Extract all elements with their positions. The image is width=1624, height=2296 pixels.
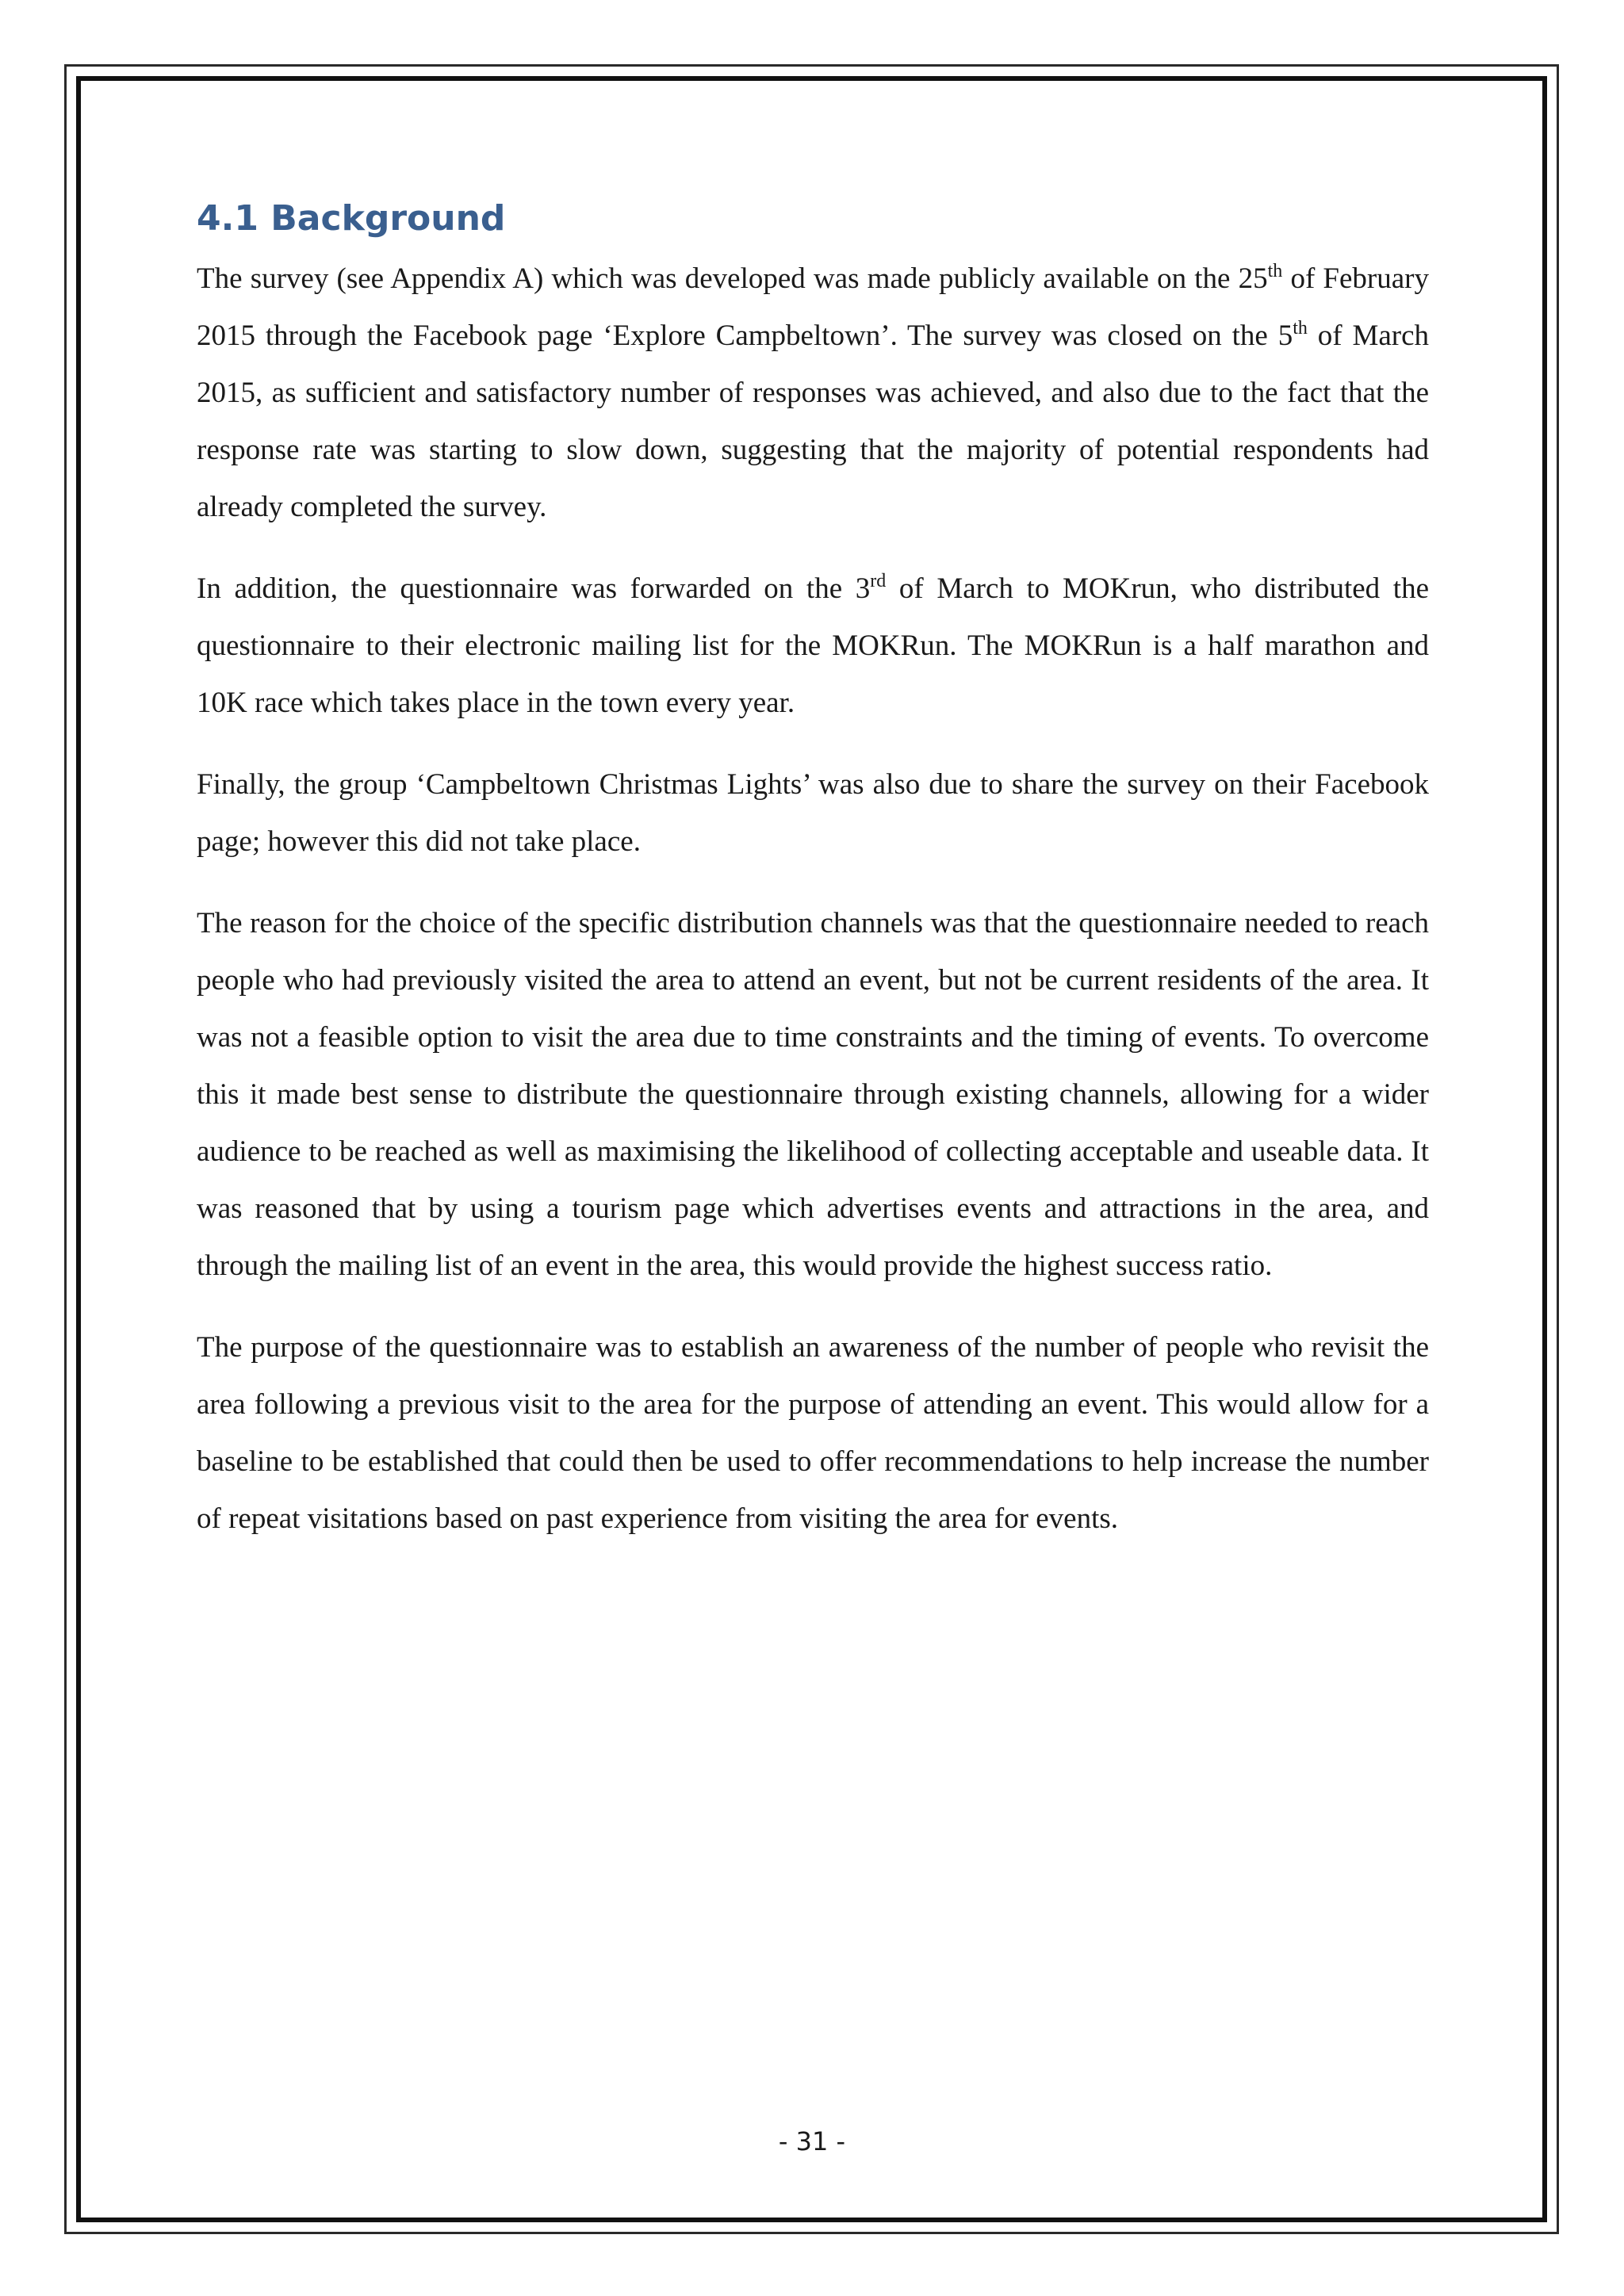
paragraph-questionnaire-purpose: The purpose of the questionnaire was to establish an awareness of the number of people who revisit the area following a previous visit to the area for the purpose of attending an event. This would allow for a baseline to be established that could then be used to offer recommendations to help increase the number of repeat visitations based on past experience from visiting the area for events. — [197, 1331, 1429, 1535]
paragraph-text: The survey (see Appendix A) which was developed was made publicly available on the 25 — [197, 262, 1268, 295]
paragraph-text: of February 2015 through the Facebook page ‘Explore Campbeltown’. The survey was closed on the 5 — [197, 262, 1429, 352]
page-number: - 31 - — [778, 2126, 846, 2156]
ordinal-suffix: rd — [870, 571, 887, 591]
ordinal-suffix: th — [1267, 261, 1283, 281]
document-body — [197, 187, 1429, 1548]
ordinal-suffix: th — [1293, 318, 1308, 339]
section-heading: 4.1 Background — [197, 198, 506, 239]
paragraph-mokrun-distribution — [197, 561, 1429, 732]
paragraph-text: of March to MOKrun, who distributed the questionnaire to their electronic mailing list for the MOKRun. The MOKRun is a half marathon and 10K race which takes place in the town every year. — [197, 572, 1430, 719]
paragraph-text: of March 2015, as sufficient and satisfactory number of responses was achieved, and also due to the fact that the response rate was starting to slow down, suggesting that the majority of potential respondents had already completed the survey. — [197, 320, 1430, 523]
paragraph-survey-availability — [197, 251, 1429, 536]
paragraph-text: In addition, the questionnaire was forwarded on the 3 — [197, 572, 871, 605]
paragraph-christmas-lights: Finally, the group ‘Campbeltown Christmas Lights’ was also due to share the survey on their Facebook page; however this did not take place. — [197, 768, 1429, 858]
paragraph-distribution-channels: The reason for the choice of the specific distribution channels was that the questionnaire needed to reach people who had previously visited the area to attend an event, but not be current residents of the area. It was not a feasible option to visit the area due to time constraints and the timing of events. To overcome this it made best sense to distribute the questionnaire through existing channels, allowing for a wider audience to be reached as well as maximising the likelihood of collecting acceptable and useable data. It was reasoned that by using a tourism page which advertises events and attractions in the area, and through the mailing list of an event in the area, this would provide the highest success ratio. — [197, 907, 1429, 1282]
